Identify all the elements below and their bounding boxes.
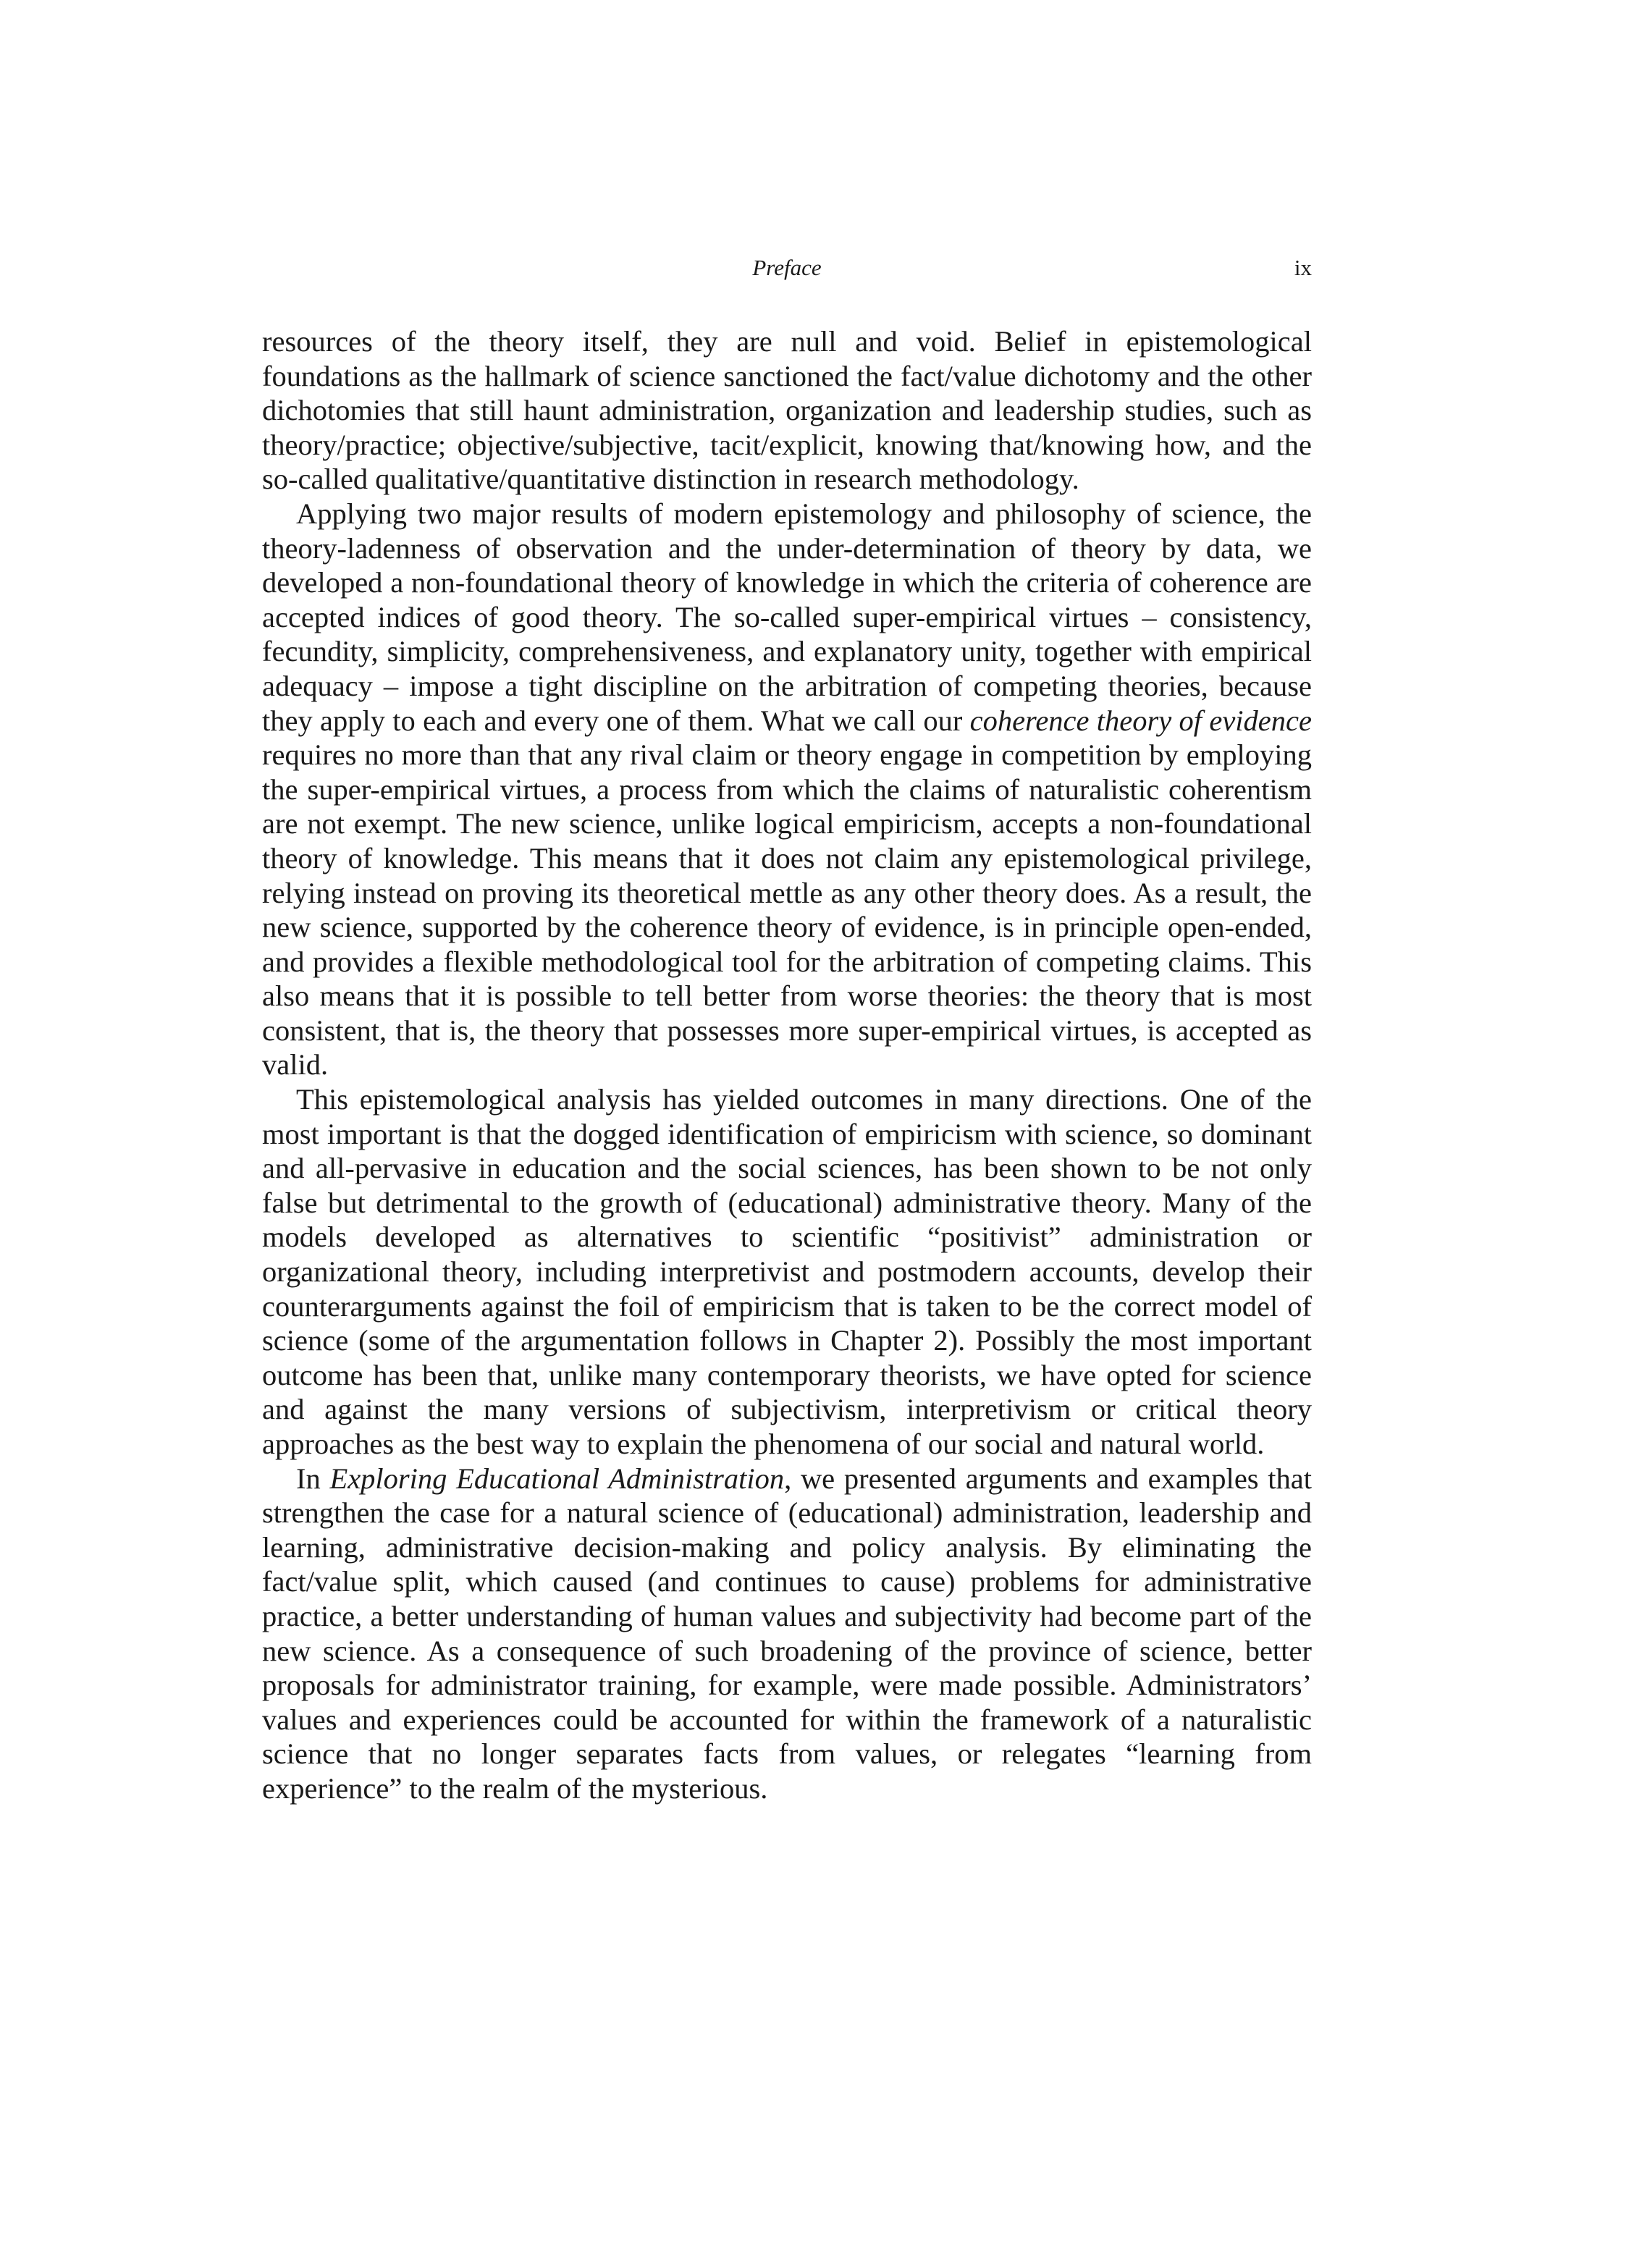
running-title: Preface bbox=[752, 255, 822, 280]
paragraph-4 bbox=[262, 1462, 1312, 1806]
running-head bbox=[262, 252, 1312, 284]
paragraph-3: This epistemological analysis has yielded outcomes in many directions. One of the most important is that the dogged identification of empiricism with science, so dominant and all-pervasive in education and the social sciences, has been shown to be not only false but detrimental to the growth of (educational) administrative theory. Many of the models developed as alternatives to scientific “positivist” administration or organizational theory, including interpretivist and postmodern accounts, develop their counterarguments against the foil of empiricism that is taken to be the correct model of science (some of the argumentation follows in Chapter 2). Possibly the most important outcome has been that, unlike many contemporary theorists, we have opted for science and against the many versions of subjectivism, interpretivism or critical theory approaches as the best way to explain the phenomena of our social and natural world. bbox=[262, 1083, 1312, 1460]
paragraph-2-text-a: Applying two major results of modern epistemology and philosophy of science, the theory-ladenness of observation and the under-determination of theory by data, we developed a non-foundational theory of knowledge in which the criteria of coherence are accepted indices of good theory. The so-called super-empirical virtues – consistency, fecundity, simplicity, comprehensiveness, and explanatory unity, together with empirical adequacy – impose a tight discipline on the arbitration of competing theories, because they apply to each and every one of them. What we call our bbox=[262, 497, 1312, 737]
paragraph-2 bbox=[262, 497, 1312, 1082]
page-number: ix bbox=[1294, 255, 1312, 280]
paragraph-4-emphasis: Exploring Educational Administration bbox=[329, 1462, 785, 1495]
body-text bbox=[262, 324, 1312, 1806]
paragraph-1: resources of the theory itself, they are null and void. Belief in epistemological foundations as the hallmark of science sanctioned the fact/value dichotomy and the other dichotomies that still haunt administration, organization and leadership studies, such as theory/practice; objective/subjective, tacit/explicit, knowing that/knowing how, and the so-called qualitative/quantitative distinction in research methodology. bbox=[262, 325, 1312, 496]
paragraph-4-text-a: In bbox=[296, 1462, 330, 1495]
paragraph-4-text-b: , we presented arguments and examples that strengthen the case for a natural science of (educational) administration, leadership and learning, administrative decision-making and policy analysis. By eliminating the fact/value split, which caused (and continues to cause) problems for administrative practice, a better understanding of human values and subjectivity had become part of the new science. As a consequence of such broadening of the province of science, better proposals for administrator training, for example, were made possible. Administrators’ values and experiences could be accounted for within the framework of a naturalistic science that no longer separates facts from values, or relegates “learning from experience” to the realm of the mysterious. bbox=[262, 1462, 1312, 1805]
paragraph-2-emphasis: coherence theory of evidence bbox=[969, 704, 1312, 737]
paragraph-2-text-b: requires no more than that any rival claim or theory engage in competition by employing the super-empirical virtues, a process from which the claims of naturalistic coherentism are not exempt. The new science, unlike logical empiricism, accepts a non-foundational theory of knowledge. This means that it does not claim any epistemological privilege, relying instead on proving its theoretical mettle as any other theory does. As a result, the new science, supported by the coherence theory of evidence, is in principle open-ended, and provides a flexible methodological tool for the arbitration of competing claims. This also means that it is possible to tell better from worse theories: the theory that is most consistent, that is, the theory that possesses more super-empirical virtues, is accepted as valid. bbox=[262, 738, 1312, 1082]
